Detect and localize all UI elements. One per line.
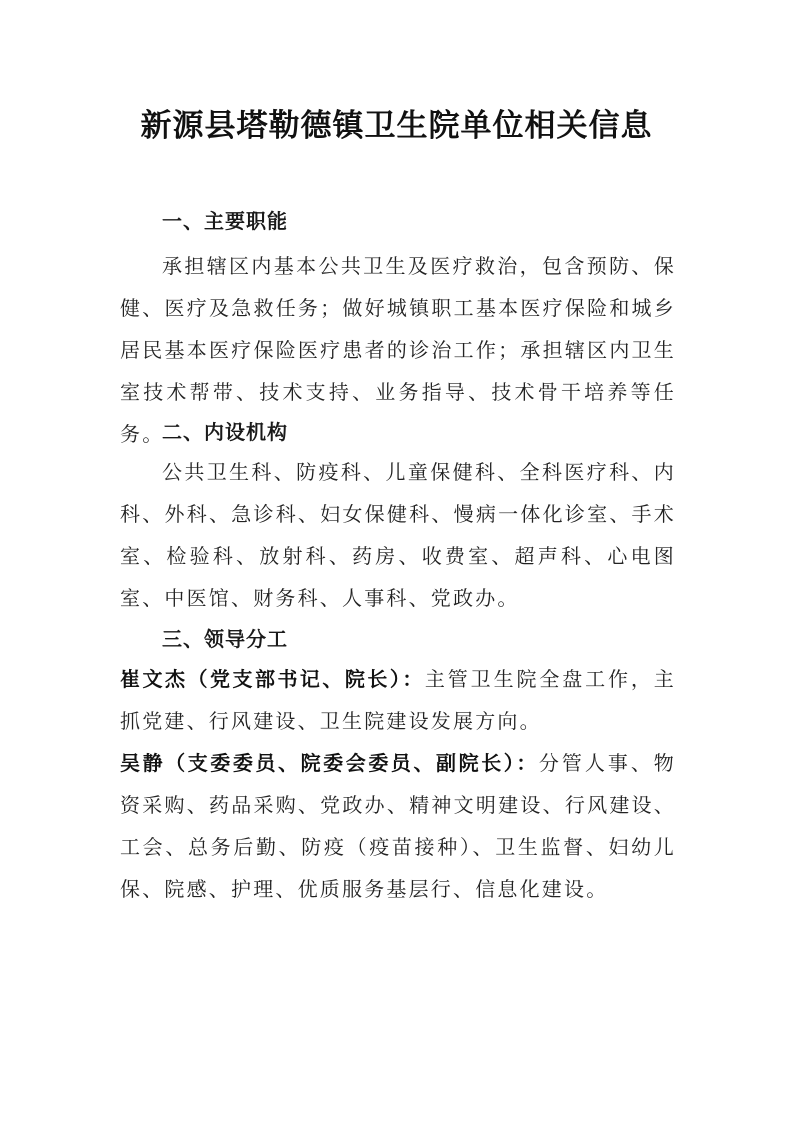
section-paragraph-main-functions: 承担辖区内基本公共卫生及医疗救治，包含预防、保健、医疗及急救任务；做好城镇职工基本医疗保险和城乡居民基本医疗保险医疗患者的诊治工作；承担辖区内卫生室技术帮带、技术支持、业务指导、技术骨干培养等任务。 [120,254,676,446]
leader-entry-cui-wenjie [120,658,676,742]
leader-duties: 分管人事、物资采购、药品采购、党政办、精神文明建设、行风建设、工会、总务后勤、防疫（疫苗接种）、卫生监督、妇幼儿保、院感、护理、优质服务基层行、信息化建设。 [120,751,676,901]
section-heading-internal-departments: 二、内设机构 [162,420,288,444]
section-heading-main-functions: 一、主要职能 [162,209,288,233]
page-title: 新源县塔勒德镇卫生院单位相关信息 [140,108,653,144]
section-paragraph-internal-departments: 公共卫生科、防疫科、儿童保健科、全科医疗科、内科、外科、急诊科、妇女保健科、慢病一体化诊室、手术室、检验科、放射科、药房、收费室、超声科、心电图室、中医馆、财务科、人事科、党政办。 [120,460,676,610]
section-heading-leadership-division: 三、领导分工 [162,627,288,651]
leader-name-role: 崔文杰（党支部书记、院长）： [120,667,425,691]
leader-entry-wu-jing [120,742,676,910]
leader-duties: 主管卫生院全盘工作，主抓党建、行风建设、卫生院建设发展方向。 [120,667,677,733]
leader-name-role: 吴静（支委委员、院委会委员、副院长）： [120,751,539,775]
